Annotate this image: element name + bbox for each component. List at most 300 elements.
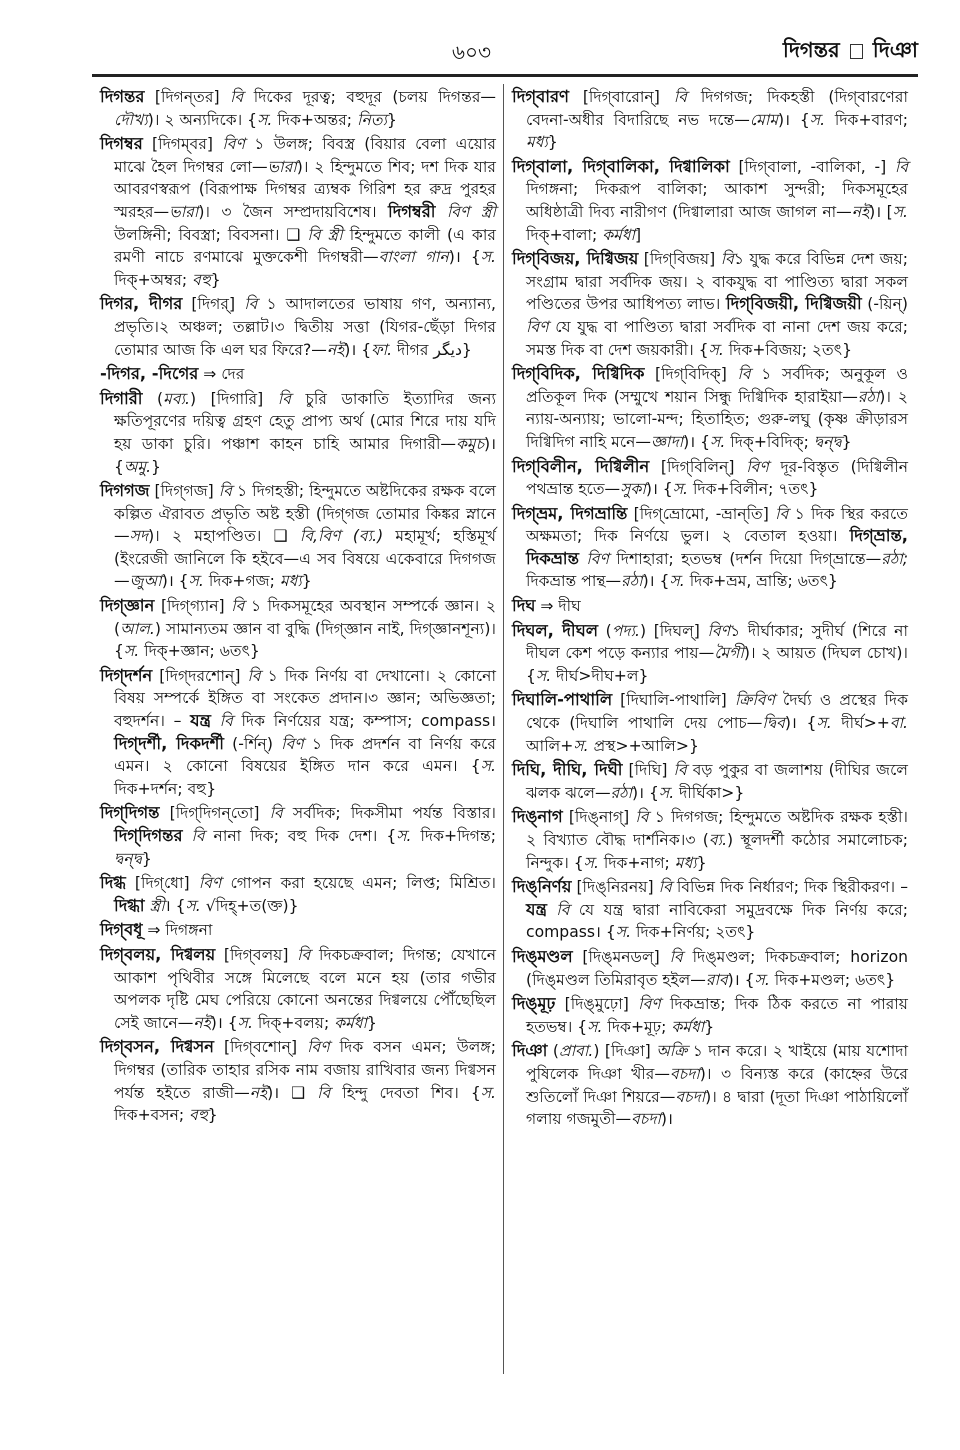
definition-text: গোপন করা হয়েছে এমন; লিপ্ত; মিশ্রিত।: [221, 874, 497, 893]
headword: দিগ্‌বিলীন, দিগ্বিলীন: [512, 456, 650, 476]
definition-text: )। ৩ বিন্যস্ত করে (কাহ্নের উরে শুতিলোঁ দিঞা শিয়রে—: [526, 1064, 908, 1106]
definition-text: }: [841, 432, 852, 451]
dictionary-entry: [512, 759, 908, 804]
abbreviation: স.: [396, 827, 412, 845]
abbreviation: কমুচ: [456, 434, 484, 453]
definition-text: [দিগ্‌বিলিন্]: [649, 457, 747, 476]
definition-text: দিক+গজ;: [203, 572, 280, 591]
headword: দিগ্‌দিগন্ত: [100, 803, 160, 823]
definition-text: )। {: [632, 783, 659, 802]
definition-text: )। ৪ দ্বারা (দূতা দিঞা পাঠায়িলোঁ গলায় গজমুতী—: [526, 1087, 909, 1129]
abbreviation: বি: [247, 666, 261, 685]
abbreviation: বি: [231, 597, 245, 616]
definition-text: [দিগ্‌ধো]: [125, 874, 199, 893]
dictionary-entry: [100, 293, 496, 361]
abbreviation: বি: [218, 482, 232, 501]
definition-text: [দিগর্]: [182, 295, 245, 314]
definition-text: ১ দিক প্রদর্শন বা নির্ণয় করে এমন। ২ কোনো বিষয়ের ইঙ্গিত দান করে এমন। {: [114, 734, 496, 776]
definition-text: দীগর دیگر}: [392, 340, 472, 359]
definition-text: [দিগ্‌ভ্রোমো, -ভ্রান্‌তি]: [627, 504, 776, 523]
abbreviation: রঠা: [857, 387, 880, 406]
abbreviation: পদ্য.: [611, 621, 640, 640]
abbreviation: বিণ স্ত্রী: [446, 202, 496, 221]
abbreviation: নই: [326, 340, 345, 359]
headword: দিঙ্‌নির্ণয়: [512, 877, 572, 897]
definition-text: [দিগ্‌দিগন্‌তো]: [159, 804, 270, 823]
definition-text: )। ২ অন্যদিকে। {: [147, 110, 258, 129]
abbreviation: নই: [193, 1013, 211, 1032]
dictionary-entry: [512, 248, 908, 361]
abbreviation: বি: [297, 945, 311, 964]
abbreviation: বি: [737, 365, 751, 384]
definition-text: [435, 203, 446, 221]
definition-text: দিক+নির্ণয়; ২তৎ}: [631, 923, 756, 942]
definition-text: দিক্‌+বলয়;: [252, 1013, 335, 1032]
abbreviation: বি: [269, 804, 283, 823]
abbreviation: দ্বিব: [762, 714, 785, 733]
definition-text: দিক্‌+বিদিক্‌;: [725, 432, 814, 451]
separator-box-icon: [850, 44, 863, 59]
headword: দিঘি, দীঘি, দিঘী: [512, 760, 623, 780]
headword: দিঘালি-পাথালি: [512, 690, 613, 710]
abbreviation: বি: [635, 808, 649, 827]
abbreviation: স.: [188, 572, 204, 591]
definition-text: যে যুদ্ধ বা পাণ্ডিত্য দ্বারা সর্বদিক বা নানা দেশ জয় করে; সমস্ত দিক বা দেশ জয়কারী। {: [526, 317, 908, 359]
definition-text: ⇒ দীঘ: [535, 597, 581, 616]
definition-text: দিকের দূরত্ব; বহুদূর (চলয় দিগন্তর—: [243, 88, 497, 106]
dictionary-entry: [512, 620, 908, 688]
definition-text: চুরি ডাকাতি ইত্যাদির জন্য ক্ষতিপূরণের দয়িত্ব গ্রহণ হেতু প্রাপ্য অর্থ (মোর শিরে দায় যদি হয় ডাকা চুরি। পঞ্চাশ কাহন চাহি আমার দিগারী—: [114, 389, 496, 453]
definition-text: [দিঙ্‌মুঢ়ো]: [555, 995, 639, 1014]
definition-text: দিক+বিলীন; ৭তৎ}: [688, 480, 819, 499]
abbreviation: স.: [237, 1013, 253, 1032]
headword: দিগ্‌বলয়, দিগ্বলয়: [100, 944, 216, 964]
headword: দিগম্বর: [100, 134, 143, 154]
definition-text: । {: [164, 896, 186, 915]
definition-text: ) [দিঘল্]: [639, 621, 708, 640]
dictionary-entry: [512, 806, 908, 874]
definition-text: দিক+মণ্ডল; ৬তৎ}: [769, 970, 896, 989]
definition-text: দিক+বসন;: [114, 1106, 190, 1125]
definition-text: ১ উলঙ্গ; বিবস্ত্র (বিয়ার বেলা এয়োর মাঝে হৈল দিগম্বর লো—: [114, 135, 496, 176]
headword: দিঙ্‌মূঢ়: [512, 994, 556, 1014]
dictionary-entry: [512, 86, 908, 154]
definition-text: )। {: [645, 480, 673, 499]
definition-text: ১ দিক স্থির করতে অক্ষমতা; দিক নির্ণয়ে ভুল। ২ বেতাল হওয়া।: [526, 504, 908, 546]
abbreviation: স্ত্রী: [149, 896, 165, 915]
definition-text: মহামূর্খ; হস্তিমূর্খ (ইংরেজী জানিলে কি হইবে—এ সব বিষয়ে একেবারে দিগগজ—: [114, 527, 496, 591]
headword: দিগগজ: [100, 481, 150, 501]
definition-text: )। {: [210, 1013, 238, 1032]
column-divider: [503, 84, 504, 1374]
abbreviation: বাংলা গান: [378, 248, 449, 267]
dictionary-entry: [512, 689, 908, 757]
headword: দিগ্‌বিদিক, দিগ্বিদিক: [512, 364, 645, 384]
abbreviation: স.: [615, 923, 632, 942]
definition-text: দিক্‌+জ্ঞান; ৬তৎ}: [139, 642, 260, 661]
definition-text: [547, 901, 556, 919]
abbreviation: বি: [669, 947, 683, 966]
page-number: ৬০৩: [452, 40, 492, 64]
definition-text: )। {: [683, 432, 711, 451]
abbreviation: বি: [277, 389, 291, 408]
abbreviation: স.: [185, 896, 201, 915]
headword: দিগ্‌বালা, দিগ্‌বালিকা, দিগ্বালিকা: [512, 156, 730, 176]
definition-text: ১ দীর্ঘাকার; সুদীর্ঘ (শিরে না দীঘল কেশ পড়ে কন্যার পায়—: [526, 621, 908, 663]
definition-text: সর্বদিক; দিকসীমা পর্যন্ত বিস্তার।: [282, 804, 496, 823]
abbreviation: কর্মধা: [602, 225, 636, 244]
abbreviation: স.: [257, 110, 273, 129]
right-column: [512, 86, 908, 1133]
definition-text: দীর্ঘিকা>}: [674, 783, 745, 802]
definition-text: ১ আদালতের ভাষায় গণ, অন্যান্য, প্রভৃতি।২ অঞ্চল; তল্লাট।৩ দ্বিতীয় সত্তা (যিগর-ছেঁড়া দিগর তোমার আজ কি এল ঘর ফিরে?—: [114, 295, 496, 359]
headword: দিগ্‌ভ্রম, দিগভ্রান্তি: [512, 503, 628, 523]
definition-text: [দিগ্‌বিদিক্]: [644, 365, 738, 384]
headword: দিঘল, দীঘল: [512, 620, 598, 640]
definition-text: বিভিন্ন দিক নির্ধারণ; দিক স্থিরীকরণ। –: [671, 878, 908, 897]
headword: যন্ত্র: [190, 711, 211, 731]
abbreviation: ব্য.: [708, 831, 728, 849]
abbreviation: রঠা: [610, 783, 633, 802]
definition-text: দিকচক্রবাল; দিগন্ত; যেখানে আকাশ পৃথিবীর সঙ্গে মিলেছে বলে মনে হয় (তার গভীর অপলক দৃষ্টি মেঘ পেরিয়ে কোনো অনন্তের দিগ্বলয়ে পৌঁছেছিল সেই জানে—: [114, 945, 496, 1032]
abbreviation: অমু.: [123, 457, 152, 476]
headword: দিঙ্‌নাগ: [512, 807, 563, 827]
dictionary-entry: [512, 993, 908, 1038]
abbreviation: স.: [658, 783, 675, 802]
definition-text: [দিঙ্‌মনডল্]: [572, 947, 670, 966]
abbreviation: স.: [708, 340, 724, 359]
header-rule: [92, 74, 918, 77]
abbreviation: বিণ: [222, 135, 245, 154]
definition-text: ১ যুদ্ধ করে বিভিন্ন দেশ জয়; সংগ্রাম দ্বারা সর্বদিক জয়। ২ বাকযুদ্ধ বা পাণ্ডিত্য দ্বারা সকল পণ্ডিতের উপর আধিপত্য লাভ।: [526, 250, 908, 314]
definition-text: }: [301, 572, 312, 591]
dictionary-entry: [512, 946, 908, 991]
dictionary-entry: [100, 944, 496, 1034]
abbreviation: ভারা: [169, 202, 199, 221]
definition-text: ১ দিগগজ; হিন্দুমতে অষ্টদিক রক্ষক হস্তী। ২ বিখ্যাত বৌদ্ধ দার্শনিক।৩ (: [526, 808, 908, 849]
definition-text: ১ দিকসমূহের অবস্থান সম্পর্কে জ্ঞান। ২ (: [114, 597, 496, 638]
abbreviation: স.: [480, 1083, 497, 1102]
abbreviation: বি: [658, 878, 672, 897]
abbreviation: বি: [720, 250, 734, 269]
definition-text: )। {: [161, 572, 189, 591]
definition-text: দৈর্ঘ্য ও প্রস্থের দিক থেকে (দিঘালি পাথালি দেয় পোচ—: [526, 691, 909, 733]
definition-text: দিকভ্রান্ত পান্থ—: [526, 572, 622, 591]
dictionary-entry: [100, 665, 496, 801]
headword: দিগারী: [100, 388, 143, 408]
headword: দিগ্‌বধূ: [100, 920, 143, 940]
abbreviation: বি: [894, 157, 908, 176]
definition-text: )। ২ আয়ত (দিঘল চোখ)। {: [526, 644, 909, 685]
abbreviation: দৌখ্য: [114, 110, 148, 129]
abbreviation: বি: [230, 88, 244, 106]
abbreviation: বিণ: [638, 995, 661, 1014]
abbreviation: ক্রিবিণ: [734, 691, 775, 710]
definition-text: [দিগ্‌গজ]: [149, 482, 219, 501]
abbreviation: কর্মধা: [671, 1017, 705, 1036]
dictionary-entry: [100, 919, 496, 942]
definition-text: দীর্ঘ>দীঘ+ল}: [551, 666, 649, 685]
abbreviation: কর্মধা: [334, 1013, 368, 1032]
abbreviation: বি: [244, 295, 258, 314]
definition-text: }: [696, 853, 707, 872]
abbreviation: স.: [587, 1017, 603, 1036]
definition-text: দিক+বিজয়; ২তৎ}: [723, 340, 853, 359]
dictionary-entry: [512, 595, 908, 618]
headword: -দিগর, -দিগের: [100, 364, 199, 384]
abbreviation: জুআ: [129, 572, 162, 591]
abbreviation: বহু: [189, 1106, 208, 1125]
definition-text: বড় পুকুর বা জলাশয় (দীঘির জলে ঝলক ঝলে—: [526, 761, 908, 802]
definition-text: )। ২ ন্যায়-অন্যায়; ভালো-মন্দ; হিতাহিত; গুরু-লঘু (কৃষ্ণ ক্রীড়ারস দিগ্বিদিগ নাহি মনে—: [526, 387, 908, 451]
definition-text: )। {: [727, 970, 755, 989]
definition-text: )। {: [784, 714, 817, 733]
definition-text: দিক+দিগন্ত;: [411, 827, 496, 845]
definition-text: [দিঙ্‌নাগ্]: [562, 808, 636, 827]
definition-text: দিক্‌+অম্বর;: [114, 270, 193, 289]
definition-text: হিন্দু দেবতা শিব। {: [330, 1083, 481, 1102]
abbreviation: ফা.: [371, 340, 393, 359]
definition-text: প্রস্থ>+আলি>}: [588, 736, 699, 755]
definition-text: দূর-বিস্তৃত (দিগ্বিলীন পথভ্রান্ত হতে—: [526, 457, 909, 499]
abbreviation: সুকা: [620, 480, 646, 499]
dictionary-entry: [512, 456, 908, 501]
definition-text: }: [141, 849, 152, 868]
definition-text: )। {: [344, 340, 372, 359]
definition-text: ১ দিগহস্তী; হিন্দুমতে অষ্টদিকের রক্ষক বলে কল্পিত ঐরাবত প্রভৃতি অষ্ট হস্তী (দিগ্‌গজ তোমার কিঙ্কর স্নানে—: [114, 482, 496, 546]
definition-text: ) স্থূলদর্শী কঠোর সমালোচক; নিন্দুক। {: [526, 831, 908, 872]
headword: দিগ্‌বসন, দিগ্বসন: [100, 1037, 214, 1057]
abbreviation: স.: [573, 736, 589, 755]
headword: দিগ্‌বিজয়, দিগ্বিজয়: [512, 249, 639, 269]
definition-text: )। {: [448, 248, 481, 267]
definition-text: দিক+ভ্রম, ভ্রান্তি; ৬তৎ}: [684, 572, 838, 591]
abbreviation: বি: [219, 712, 233, 731]
headword: দিগ্‌দিগন্তর: [114, 826, 183, 845]
abbreviation: বিণ: [746, 457, 769, 476]
abbreviation: বচদা: [675, 1087, 706, 1106]
definition-text: (-য়িন্): [861, 295, 908, 314]
abbreviation: দ্বন্দ্ব: [813, 432, 842, 451]
abbreviation: বি: [556, 900, 570, 919]
definition-text: [দিগ্‌বারোন্]: [568, 88, 674, 106]
abbreviation: বি স্ত্রী: [307, 225, 343, 244]
definition-text: যে যন্ত্র দ্বারা নাবিকেরা সমুদ্রবক্ষে দিক নির্ণয় করে; compass। {: [526, 900, 908, 942]
definition-text: দিক+অন্তর;: [272, 110, 357, 129]
definition-text: (: [547, 1042, 559, 1061]
definition-text: (-র্শিন্): [224, 734, 282, 753]
headword: দিগ্‌দর্শী, দিকদর্শী: [114, 733, 224, 753]
definition-text: উলঙ্গিনী; বিবস্ত্রা; বিবসনা। ❑: [114, 225, 308, 244]
definition-text: নানা দিক; বহু দিক দেশ। {: [204, 827, 397, 845]
definition-text: [দিঘালি-পাথালি]: [612, 691, 735, 710]
definition-text: )।: [660, 1110, 673, 1129]
dictionary-entry: [512, 876, 908, 944]
abbreviation: অক্রি: [656, 1042, 688, 1061]
definition-text: দিক+বারণ;: [825, 110, 908, 129]
dictionary-entry: [512, 363, 908, 453]
abbreviation: বিণ: [307, 1038, 330, 1057]
headword: দিগর, দীগর: [100, 294, 183, 314]
abbreviation: নিত্য: [357, 110, 387, 129]
dictionary-entry: [100, 363, 496, 386]
definition-text: [দিগম্‌বর]: [142, 135, 223, 154]
dictionary-entry: [512, 503, 908, 593]
headword: দিগ্ধ: [100, 873, 126, 893]
definition-text: }: [207, 1106, 218, 1125]
definition-text: দিক+দর্শন; বহু}: [114, 779, 217, 798]
headword: দিগ্ধা: [114, 895, 145, 915]
definition-text: [দিগ্‌বালা, -বালিকা, -]: [729, 157, 895, 176]
definition-text: [211, 712, 220, 730]
headword: দিঞা: [512, 1041, 548, 1061]
definition-text: [দিগন্‌তর]: [144, 88, 231, 106]
definition-text: দিকভ্রান্ত; দিক ঠিক করতে না পারায় হতভম্ব। {: [526, 995, 908, 1036]
definition-text: )। {: [114, 434, 496, 476]
definition-text: দিক্‌+বালা;: [526, 225, 603, 244]
definition-text: ) সামান্যতম জ্ঞান বা বুদ্ধি (দিগ্‌জ্ঞান নাই, দিগ্‌জ্ঞানশূন্য)। {: [114, 619, 496, 661]
abbreviation: জ্ঞাদা: [651, 432, 684, 451]
abbreviation: স.: [123, 642, 140, 661]
abbreviation: মৈগী: [714, 644, 744, 663]
definition-text: দিশাহারা; হতভম্ব (দর্শন দিয়ো দিগ্‌ভ্রান্তে—: [608, 549, 882, 568]
abbreviation: স.: [892, 202, 908, 221]
definition-text: ⇒ দিগঙ্গনা: [142, 921, 213, 940]
abbreviation: বিণ: [198, 874, 222, 893]
definition-text: [দিঘি]: [622, 761, 674, 780]
definition-text: [দিঙ্‌নিরনয়]: [571, 878, 659, 897]
abbreviation: প্রাবা.: [558, 1042, 594, 1061]
definition-text: [দিগ্‌বিজয়]: [638, 250, 721, 269]
definition-text: ⇒ দের: [198, 365, 245, 384]
headword: যন্ত্র: [526, 899, 547, 919]
abbreviation: মধ্য: [279, 572, 302, 591]
headword: দিগম্বরী: [388, 201, 436, 221]
dictionary-entry: [100, 595, 496, 663]
definition-text: দিঙ্‌মণ্ডল; দিকচক্রবাল; horizon (দিঙ্‌মণ্ডল তিমিরাবৃত হইল—: [526, 947, 908, 989]
abbreviation: মোম: [749, 110, 778, 129]
definition-text: দিক+নাগ;: [598, 853, 675, 872]
definition-text: )। ৩ জৈন সম্প্রদায়বিশেষ।: [198, 202, 388, 221]
abbreviation: বি: [775, 504, 789, 523]
abbreviation: বি: [673, 761, 687, 780]
definition-text: দীর্ঘ>+: [831, 714, 890, 733]
dictionary-entry: [512, 156, 908, 246]
abbreviation: স.: [816, 714, 832, 733]
definition-text: )। ❑: [267, 1083, 318, 1102]
definition-text: দিগঙ্গনা; দিকরূপ বালিকা; আকাশ সুন্দরী; দিকসমূহের অধিষ্ঠাত্রী দিব্য নারীগণ (দিগ্বালারা আজ জাগল না—: [526, 180, 908, 221]
dictionary-entry: [100, 480, 496, 593]
definition-text: }: [387, 110, 397, 129]
abbreviation: সদ: [129, 527, 149, 546]
abbreviation: স.: [535, 666, 552, 685]
running-head: [783, 34, 918, 69]
abbreviation: স.: [672, 480, 688, 499]
headword: দিগ্‌দর্শন: [100, 665, 153, 685]
headword: দিগ্‌বারণ: [512, 87, 569, 106]
dictionary-entry: [100, 802, 496, 870]
definition-text: }: [547, 133, 558, 152]
definition-text: [দিগ্‌গ্যান]: [154, 597, 232, 616]
abbreviation: মব্য.: [163, 389, 190, 408]
definition-text: ১ দান করে। ২ খাইয়ে (মায় যশোদা পুষিলেক দিঞা খীর—: [526, 1042, 908, 1083]
definition-text: ) [দিঞা]: [593, 1042, 657, 1061]
abbreviation: স.: [710, 432, 726, 451]
definition-text: ১ সর্বদিক; অনুকূল ও প্রতিকূল দিক (সম্মুখে শয়ান সিন্ধু দিগ্বিদিক হারাইয়া—: [526, 365, 909, 406]
definition-text: }: [367, 1013, 377, 1032]
guide-word-first: দিগন্তর: [782, 38, 840, 62]
abbreviation: বিণ: [586, 549, 609, 568]
abbreviation: রঠা: [621, 572, 643, 591]
abbreviation: রাব: [705, 970, 728, 989]
definition-text: [দিগ্‌বলয়]: [215, 945, 298, 964]
headword: দিঘ: [512, 596, 536, 616]
dictionary-entry: [100, 872, 496, 917]
dictionary-entry: [100, 86, 496, 131]
definition-text: আলি+: [526, 736, 574, 755]
definition-text: দিক+মূঢ়;: [602, 1017, 672, 1036]
abbreviation: বি,বিণ (ব্য.): [299, 527, 384, 546]
abbreviation: স.: [669, 572, 685, 591]
definition-text: )। [: [869, 202, 893, 221]
definition-text: )। {: [642, 572, 670, 591]
abbreviation: মধ্য: [526, 133, 548, 152]
definition-text: (: [597, 621, 612, 640]
abbreviation: মধ্য: [674, 853, 697, 872]
definition-text: হিন্দুমতে কালী (এ কার রমণী নাচে রণমাঝে মুক্তকেশী দিগম্বরী—: [114, 225, 496, 267]
abbreviation: দ্বন্দ্ব: [114, 849, 142, 868]
abbreviation: বি: [317, 1083, 331, 1102]
abbreviation: স.: [480, 248, 497, 267]
definition-text: [দিগ্‌দরশোন্]: [152, 666, 248, 685]
headword: দিগ্‌ভ্রান্ত, দিকভ্রান্ত: [526, 526, 908, 568]
abbreviation: ভারা: [267, 157, 297, 176]
abbreviation: স.: [754, 970, 770, 989]
abbreviation: নই: [249, 1083, 268, 1102]
abbreviation: নই: [851, 202, 870, 221]
left-column: [100, 86, 496, 1129]
dictionary-entry: [100, 388, 496, 478]
definition-text: )। {: [778, 110, 810, 129]
abbreviation: স.: [809, 110, 826, 129]
definition-text: ) [দিগারি]: [189, 389, 278, 408]
abbreviation: বহু: [192, 270, 211, 289]
abbreviation: বচদা: [631, 1110, 661, 1129]
headword: দিঙ্‌মণ্ডল: [512, 946, 573, 966]
definition-text: দিগগজ; দিকহস্তী (দিগ্‌বারণেরা বেদনা-অধীর বিদারিছে নভ দন্তে—: [526, 88, 908, 129]
definition-text: )। ২ হিন্দুমতে শিব; দশ দিক যার আবরণস্বরূপ (বিরূপাক্ষ দিগম্বর ত্র্যম্বক গিরিশ হর রুদ্র পুরহর স্মরহর—: [114, 157, 497, 221]
abbreviation: বিণ: [281, 734, 304, 753]
headword: দিগ্‌বিজয়ী, দিগ্বিজয়ী: [725, 294, 862, 314]
abbreviation: বা.: [889, 714, 909, 733]
abbreviation: বিণ: [707, 621, 731, 640]
abbreviation: বচদা: [669, 1064, 700, 1083]
abbreviation: বিণ: [526, 317, 549, 336]
abbreviation: আল.: [120, 619, 155, 638]
dictionary-entry: [100, 1036, 496, 1126]
definition-text: }: [704, 1017, 715, 1036]
headword: দিগন্তর: [100, 87, 145, 106]
definition-text: (: [142, 389, 164, 408]
abbreviation: বি: [191, 827, 205, 845]
guide-word-last: দিঞা: [872, 38, 918, 62]
definition-text: }: [210, 270, 221, 289]
abbreviation: বি: [673, 88, 687, 106]
abbreviation: স.: [583, 853, 599, 872]
dictionary-entry: [512, 1040, 908, 1130]
definition-text: দিক বসন এমন; উলঙ্গ; দিগম্বর (তারিক তাহার রসিক নাম বজায় রাখিবার জন্য দিগ্বসন পর্যন্ত হইতে রাজী—: [114, 1038, 496, 1102]
definition-text: ]: [635, 225, 642, 244]
